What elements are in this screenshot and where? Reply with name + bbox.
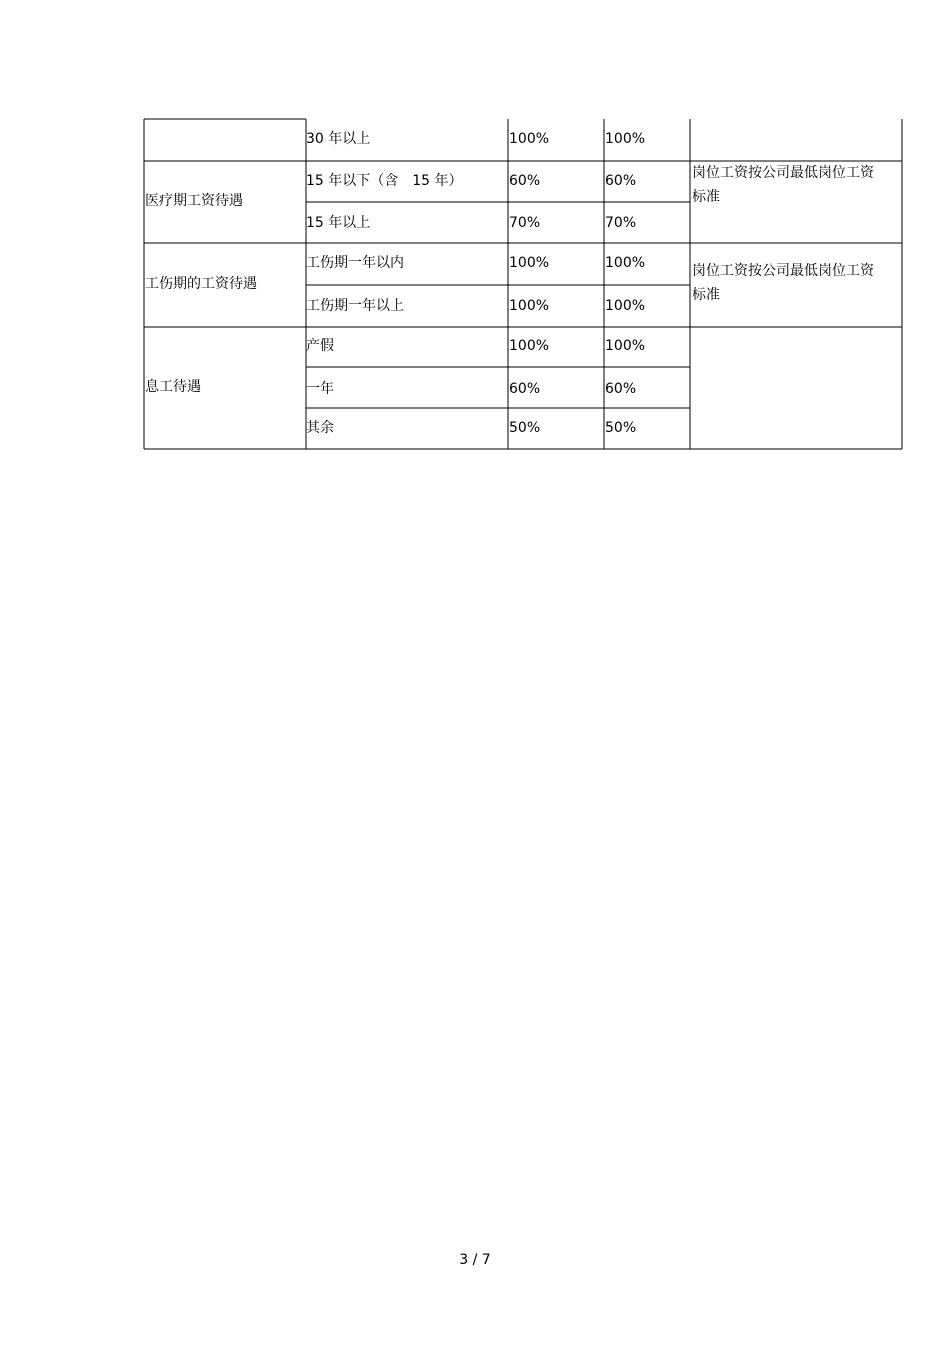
table-cell-rate-a: 60% — [509, 381, 541, 397]
table-cell-note-injury: 岗位工资按公司最低岗位工资标准 — [692, 263, 874, 303]
table-cell-category-rest: 息工待遇 — [145, 379, 201, 395]
table-cell-rate-a: 60% — [509, 173, 541, 189]
table-cell-condition: 工伤期一年以上 — [306, 298, 404, 314]
table-cell-rate-b: 100% — [605, 338, 646, 354]
table-cell-rate-a: 100% — [509, 255, 550, 271]
table-cell-condition: 一年 — [306, 381, 334, 397]
table-cell-rate-b: 100% — [605, 255, 646, 271]
table-cell-condition: 产假 — [306, 338, 334, 354]
table-cell-rate-a: 100% — [509, 338, 550, 354]
table-cell-rate-a: 50% — [509, 420, 541, 436]
page-number: 3 / 7 — [459, 1252, 491, 1268]
table-grid-lines — [0, 0, 950, 500]
table-cell-rate-b: 60% — [605, 381, 637, 397]
table-cell-condition: 15 年以下（含 15 年） — [306, 173, 463, 189]
table-cell-rate-a: 70% — [509, 215, 541, 231]
table-cell-note-medical: 岗位工资按公司最低岗位工资标准 — [692, 165, 874, 205]
table-cell-condition: 15 年以上 — [306, 215, 371, 231]
table-cell-condition: 其余 — [306, 420, 334, 436]
table-cell-condition: 工伤期一年以内 — [306, 255, 404, 271]
table-cell-rate-b: 100% — [605, 298, 646, 314]
table-cell-rate-b: 50% — [605, 420, 637, 436]
table-cell-rate-a: 100% — [509, 131, 550, 147]
table-cell-category-medical: 医疗期工资待遇 — [145, 193, 243, 209]
table-cell-category-injury: 工伤期的工资待遇 — [145, 276, 257, 292]
table-cell-rate-b: 60% — [605, 173, 637, 189]
table-cell-rate-b: 100% — [605, 131, 646, 147]
table-cell-rate-a: 100% — [509, 298, 550, 314]
table-cell-rate-b: 70% — [605, 215, 637, 231]
table-cell-condition: 30 年以上 — [306, 131, 371, 147]
